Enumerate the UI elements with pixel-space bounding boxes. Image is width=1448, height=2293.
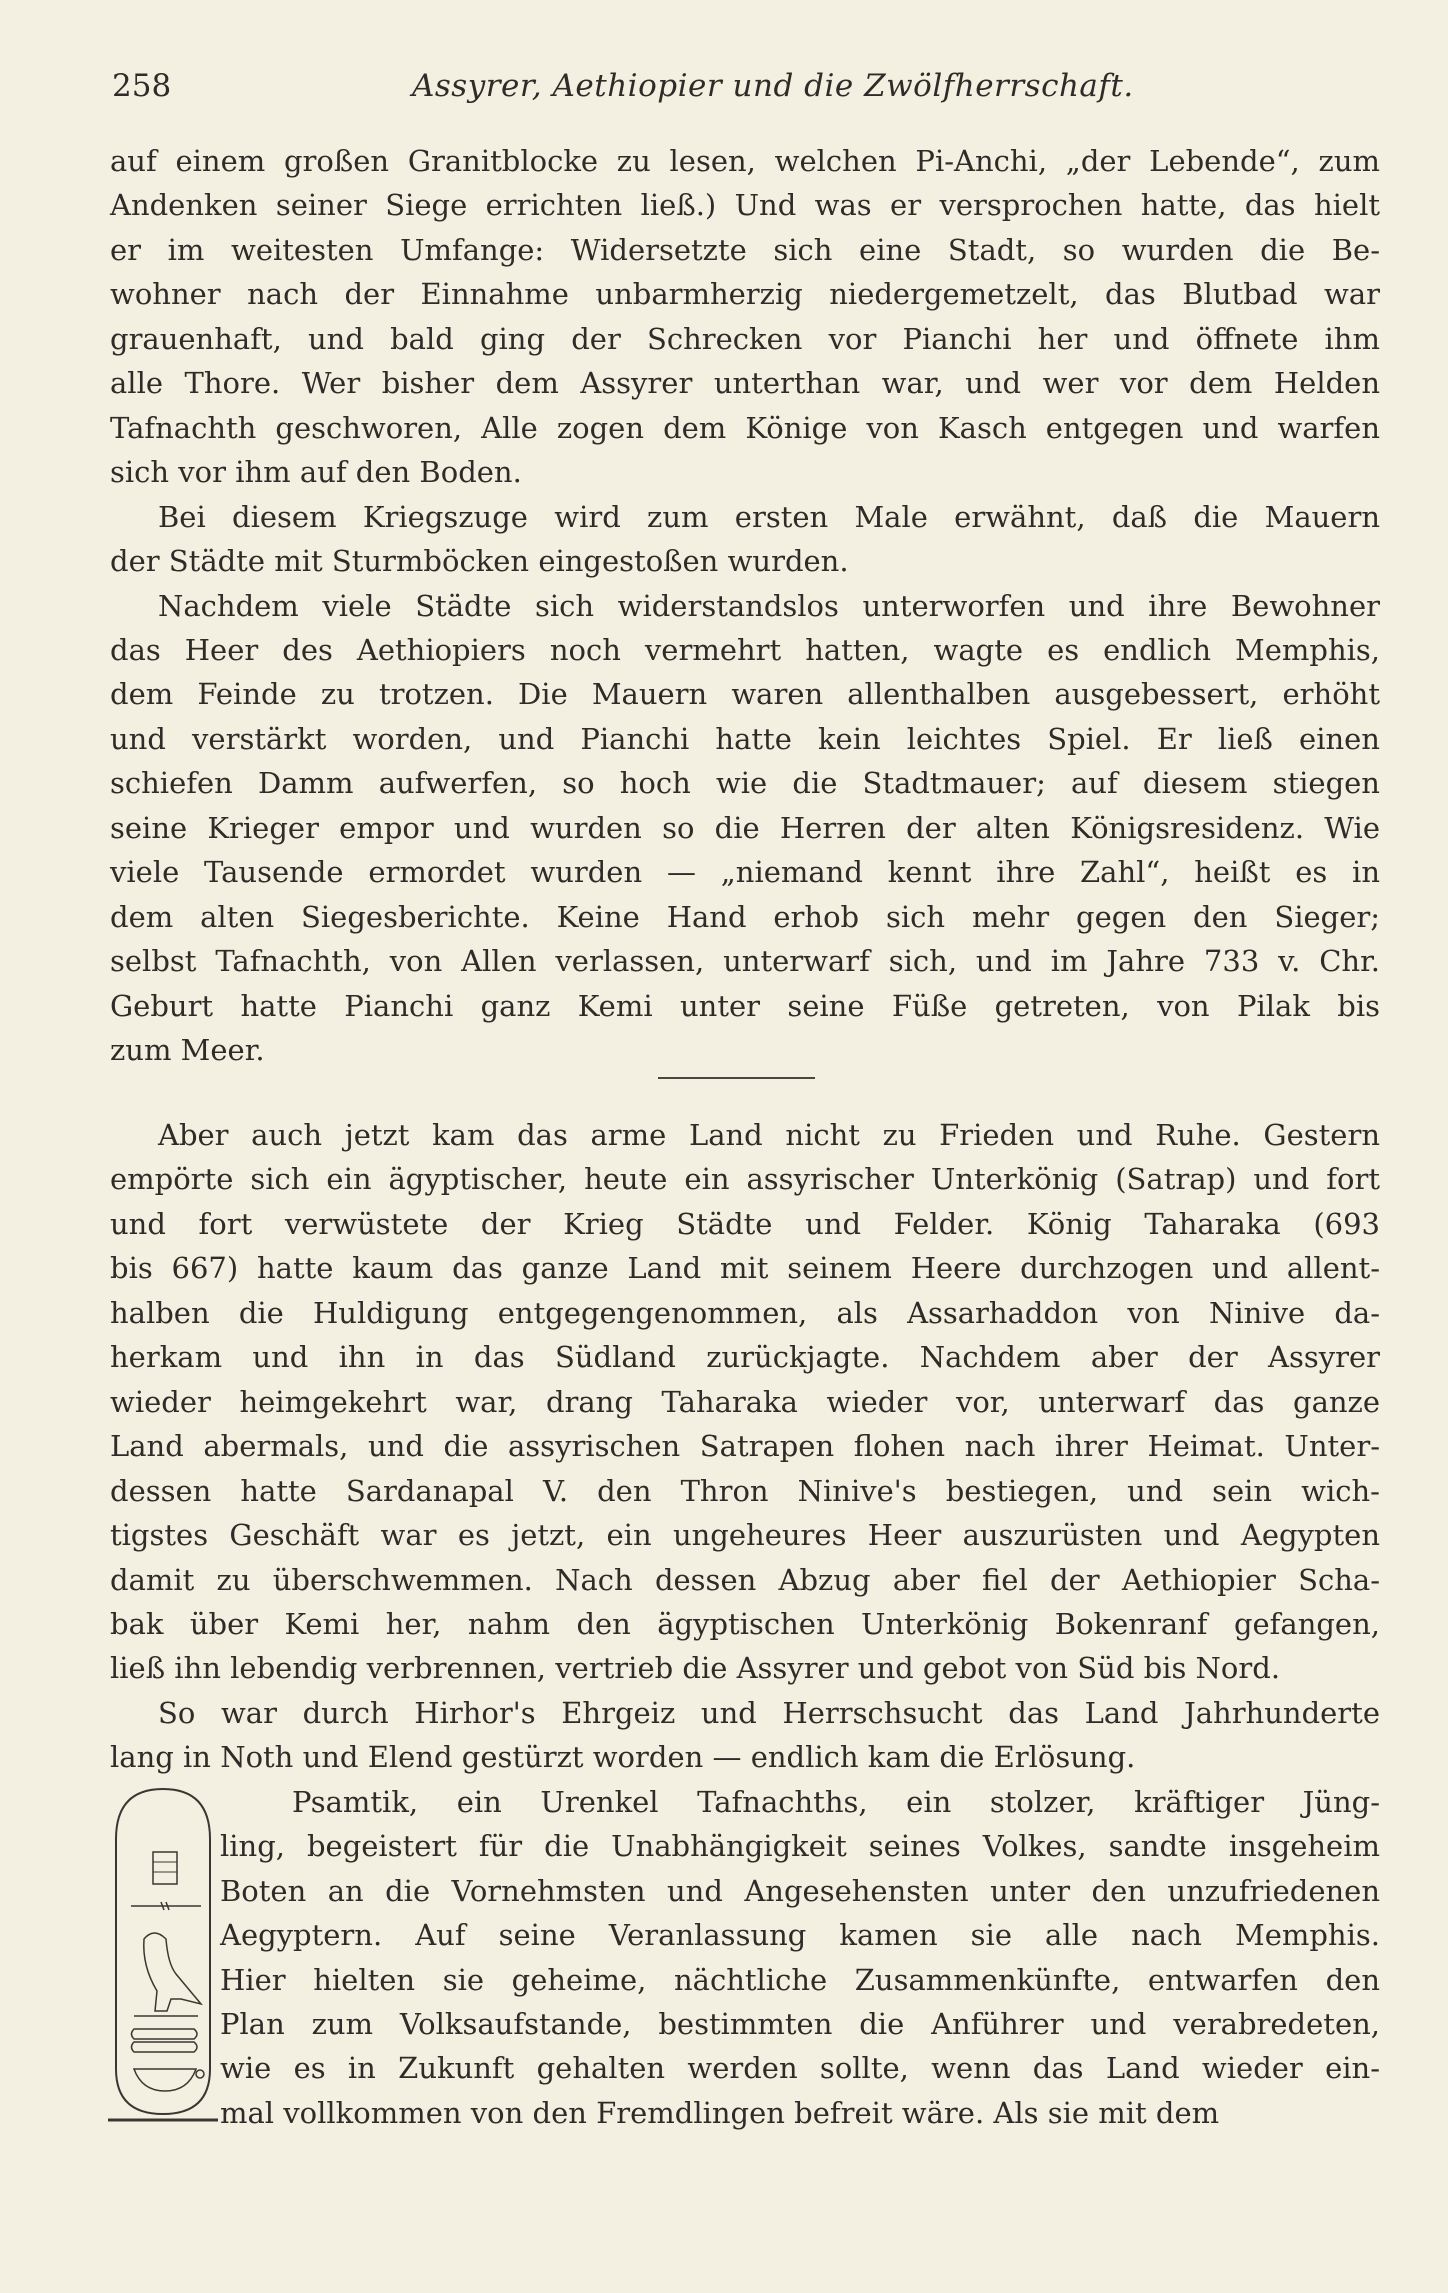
text-line: und verstärkt worden, und Pianchi hatte kein leichtes Spiel. Er ließ einen <box>110 722 1380 756</box>
text-line: schiefen Damm aufwerfen, so hoch wie die Stadtmauer; auf diesem stiegen <box>110 766 1380 800</box>
section-divider <box>658 1077 815 1079</box>
text-line: Hier hielten sie geheime, nächtliche Zusammenkünfte, entwarfen den <box>220 1963 1380 1997</box>
text-line: der Städte mit Sturmböcken eingestoßen wurden. <box>110 544 849 578</box>
text-line: tigstes Geschäft war es jetzt, ein ungeheures Heer auszurüsten und Aegypten <box>110 1518 1380 1552</box>
text-line: Plan zum Volksaufstande, bestimmten die Anführer und verabredeten, <box>220 2007 1380 2041</box>
text-line: ling, begeistert für die Unabhängigkeit seines Volkes, sandte insgeheim <box>220 1829 1380 1863</box>
text-line: dem alten Siegesberichte. Keine Hand erhob sich mehr gegen den Sieger; <box>110 900 1380 934</box>
text-line: dessen hatte Sardanapal V. den Thron Ninive's bestiegen, und sein wich- <box>110 1474 1380 1508</box>
text-line: sich vor ihm auf den Boden. <box>110 455 522 489</box>
text-line: Psamtik, ein Urenkel Tafnachths, ein stolzer, kräftiger Jüng- <box>292 1785 1380 1819</box>
text-line: mal vollkommen von den Fremdlingen befreit wäre. Als sie mit dem <box>220 2096 1220 2130</box>
text-line: empörte sich ein ägyptischer, heute ein assyrischer Unterkönig (Satrap) und fort <box>110 1162 1380 1196</box>
text-line: ließ ihn lebendig verbrennen, vertrieb die Assyrer und gebot von Süd bis Nord. <box>110 1651 1281 1685</box>
text-line: alle Thore. Wer bisher dem Assyrer unterthan war, und wer vor dem Helden <box>110 366 1380 400</box>
text-line: grauenhaft, und bald ging der Schrecken vor Pianchi her und öffnete ihm <box>110 322 1380 356</box>
text-line: Geburt hatte Pianchi ganz Kemi unter seine Füße getreten, von Pilak bis <box>110 989 1380 1023</box>
running-title: Assyrer, Aethiopier und die Zwölfherrschaft. <box>412 68 1134 104</box>
text-line: und fort verwüstete der Krieg Städte und Felder. König Taharaka (693 <box>110 1207 1380 1241</box>
text-line: Tafnachth geschworen, Alle zogen dem Könige von Kasch entgegen und warfen <box>110 411 1380 445</box>
text-line: Nachdem viele Städte sich widerstandslos unterworfen und ihre Bewohner <box>158 589 1380 623</box>
text-line: Andenken seiner Siege errichten ließ.) Und was er versprochen hatte, das hielt <box>110 188 1380 222</box>
text-line: Boten an die Vornehmsten und Angesehensten unter den unzufriedenen <box>220 1874 1380 1908</box>
text-line: bis 667) hatte kaum das ganze Land mit seinem Heere durchzogen und allent- <box>110 1251 1380 1285</box>
text-line: dem Feinde zu trotzen. Die Mauern waren allenthalben ausgebessert, erhöht <box>110 677 1380 711</box>
text-line: Aber auch jetzt kam das arme Land nicht zu Frieden und Ruhe. Gestern <box>158 1118 1380 1152</box>
text-line: zum Meer. <box>110 1033 265 1067</box>
text-line: das Heer des Aethiopiers noch vermehrt hatten, wagte es endlich Memphis, <box>110 633 1380 667</box>
text-line: wohner nach der Einnahme unbarmherzig niedergemetzelt, das Blutbad war <box>110 277 1380 311</box>
text-line: Aegyptern. Auf seine Veranlassung kamen sie alle nach Memphis. <box>220 1918 1380 1952</box>
text-line: er im weitesten Umfange: Widersetzte sich eine Stadt, so wurden die Be- <box>110 233 1380 267</box>
text-line: auf einem großen Granitblocke zu lesen, welchen Pi-Anchi, „der Lebende“, zum <box>110 144 1380 178</box>
text-line: damit zu überschwemmen. Nach dessen Abzug aber fiel der Aethiopier Scha- <box>110 1563 1380 1597</box>
text-line: So war durch Hirhor's Ehrgeiz und Herrschsucht das Land Jahrhunderte <box>158 1696 1380 1730</box>
text-line: lang in Noth und Elend gestürzt worden — endlich kam die Erlösung. <box>110 1740 1136 1774</box>
text-line: selbst Tafnachth, von Allen verlassen, unterwarf sich, und im Jahre 733 v. Chr. <box>110 944 1380 978</box>
text-line: Land abermals, und die assyrischen Satrapen flohen nach ihrer Heimat. Unter- <box>110 1429 1380 1463</box>
text-line: seine Krieger empor und wurden so die Herren der alten Königsresidenz. Wie <box>110 811 1380 845</box>
text-line: wieder heimgekehrt war, drang Taharaka wieder vor, unterwarf das ganze <box>110 1385 1380 1419</box>
text-line: Bei diesem Kriegszuge wird zum ersten Male erwähnt, daß die Mauern <box>158 500 1380 534</box>
text-line: wie es in Zukunft gehalten werden sollte, wenn das Land wieder ein- <box>220 2051 1380 2085</box>
text-line: viele Tausende ermordet wurden — „niemand kennt ihre Zahl“, heißt es in <box>110 855 1380 889</box>
text-line: bak über Kemi her, nahm den ägyptischen Unterkönig Bokenranf gefangen, <box>110 1607 1380 1641</box>
page-number: 258 <box>112 68 172 104</box>
text-line: herkam und ihn in das Südland zurückjagte. Nachdem aber der Assyrer <box>110 1340 1380 1374</box>
cartouche-icon <box>106 1784 220 2124</box>
text-line: halben die Huldigung entgegengenommen, als Assarhaddon von Ninive da- <box>110 1296 1380 1330</box>
